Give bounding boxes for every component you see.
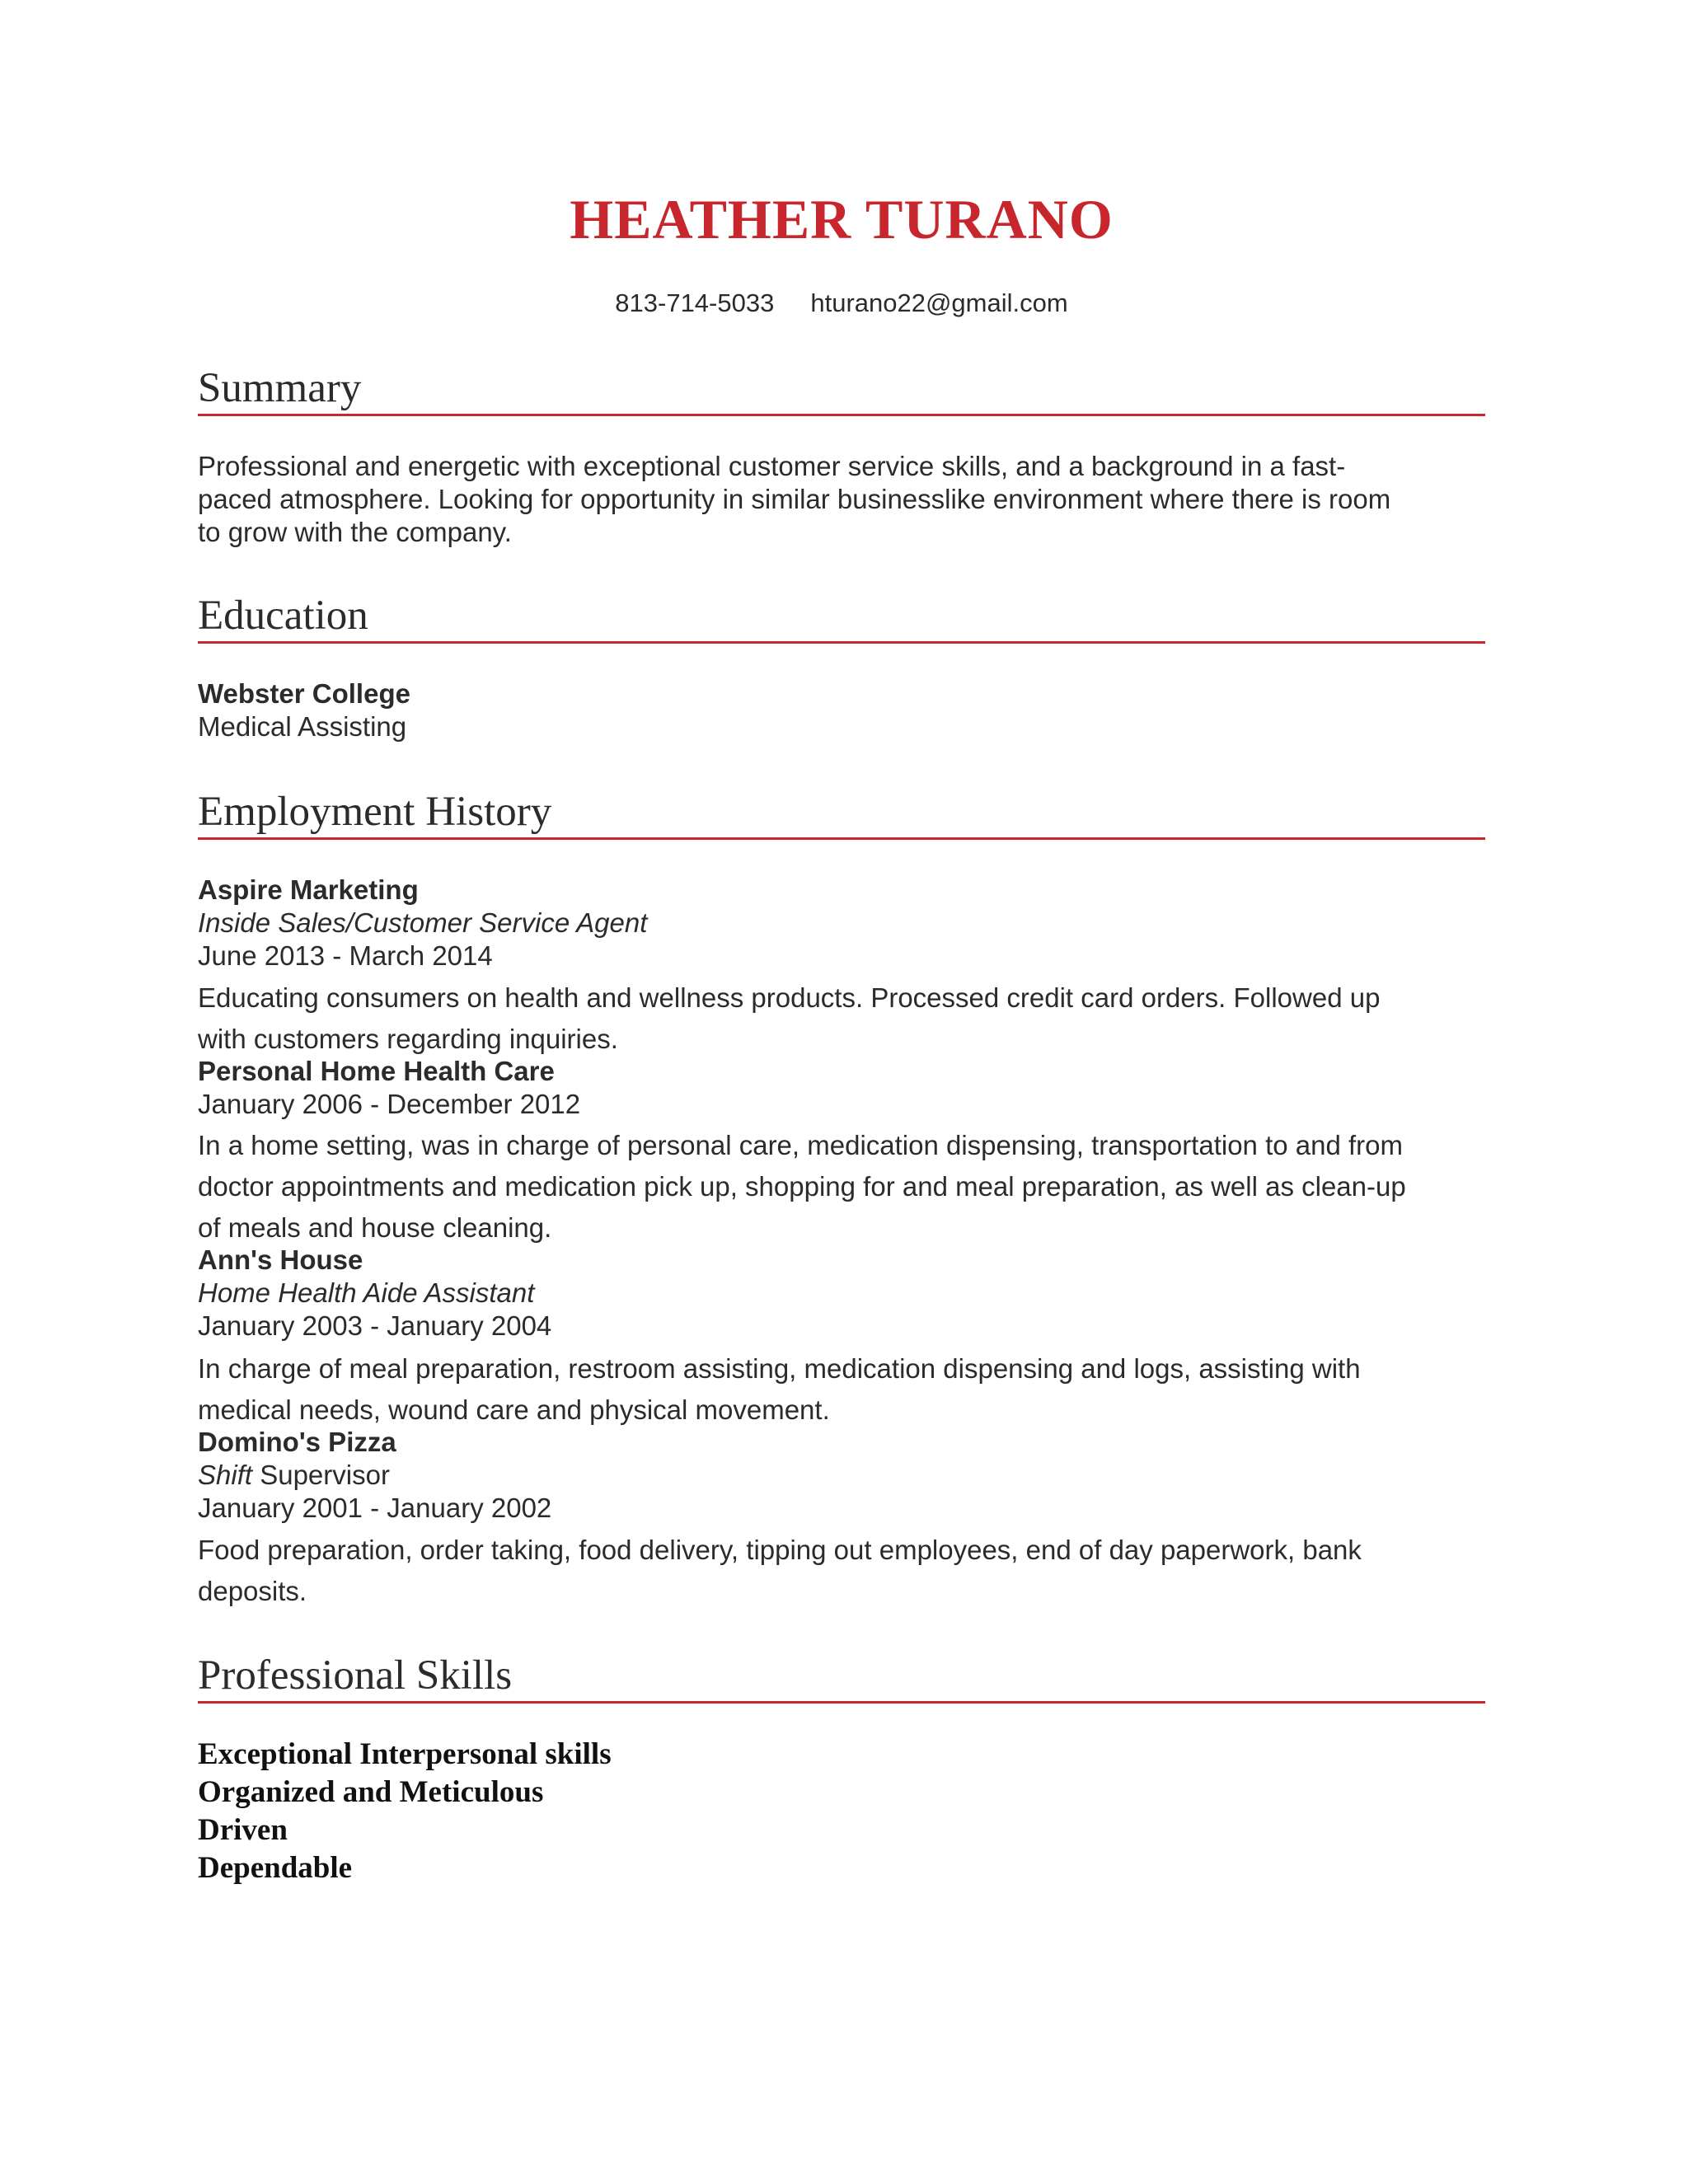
job-description [198,1348,1485,1431]
skills-divider [198,1701,1485,1704]
skill-item: Exceptional Interpersonal skills [198,1737,612,1771]
job-description-line: deposits. [198,1576,307,1606]
education-divider [198,641,1485,644]
program-name: Medical Assisting [198,711,407,742]
job-role-italic: Shift [198,1460,253,1490]
job-entry-home-health [198,1055,1485,1121]
job-description [198,977,1485,1060]
school-name: Webster College [198,678,410,709]
job-dates: January 2006 - December 2012 [198,1089,581,1119]
candidate-name: HEATHER TURANO [570,188,1114,251]
phone-number: 813-714-5033 [615,288,775,317]
job-dates: June 2013 - March 2014 [198,940,493,971]
job-description-line: Food preparation, order taking, food delivery, tipping out employees, end of day paperwork, bank [198,1535,1362,1565]
skill-item: Driven [198,1813,288,1847]
job-description-line: with customers regarding inquiries. [198,1024,618,1054]
summary-line: to grow with the company. [198,517,512,547]
education-entry [198,677,1485,743]
job-dates: January 2003 - January 2004 [198,1310,552,1341]
summary-heading: Summary [198,365,362,411]
job-description-line: of meals and house cleaning. [198,1212,552,1243]
job-description-line: Educating consumers on health and wellness products. Processed credit card orders. Followed up [198,982,1381,1013]
skill-item: Organized and Meticulous [198,1775,544,1809]
education-heading: Education [198,593,368,639]
summary-line: Professional and energetic with exceptional customer service skills, and a background in a fast- [198,451,1346,481]
job-entry-aspire [198,874,1485,972]
summary-line: paced atmosphere. Looking for opportunity in similar businesslike environment where there is room [198,484,1391,514]
employment-heading: Employment History [198,789,552,835]
job-entry-dominos [198,1426,1485,1525]
job-company: Personal Home Health Care [198,1056,555,1086]
skills-heading: Professional Skills [198,1652,513,1699]
contact-line [198,290,1485,316]
job-description-line: medical needs, wound care and physical movement. [198,1394,830,1425]
job-role [198,1459,1485,1492]
employment-divider [198,837,1485,840]
job-description [198,1530,1485,1612]
email-address: hturano22@gmail.com [810,288,1068,317]
summary-text [198,450,1485,549]
job-description [198,1125,1485,1249]
job-dates: January 2001 - January 2002 [198,1493,552,1523]
skill-item: Dependable [198,1851,353,1885]
job-description-line: In charge of meal preparation, restroom assisting, medication dispensing and logs, assisting with [198,1353,1361,1384]
job-description-line: doctor appointments and medication pick up, shopping for and meal preparation, as well as clean-up [198,1171,1406,1202]
job-company: Ann's House [198,1244,363,1275]
job-role: Inside Sales/Customer Service Agent [198,907,648,938]
summary-divider [198,414,1485,416]
job-role-rest: Supervisor [252,1460,390,1490]
job-description-line: In a home setting, was in charge of personal care, medication dispensing, transportation to and from [198,1130,1403,1160]
job-company: Aspire Marketing [198,874,419,905]
job-entry-anns-house [198,1244,1485,1343]
job-role: Home Health Aide Assistant [198,1277,535,1308]
job-company: Domino's Pizza [198,1427,396,1457]
